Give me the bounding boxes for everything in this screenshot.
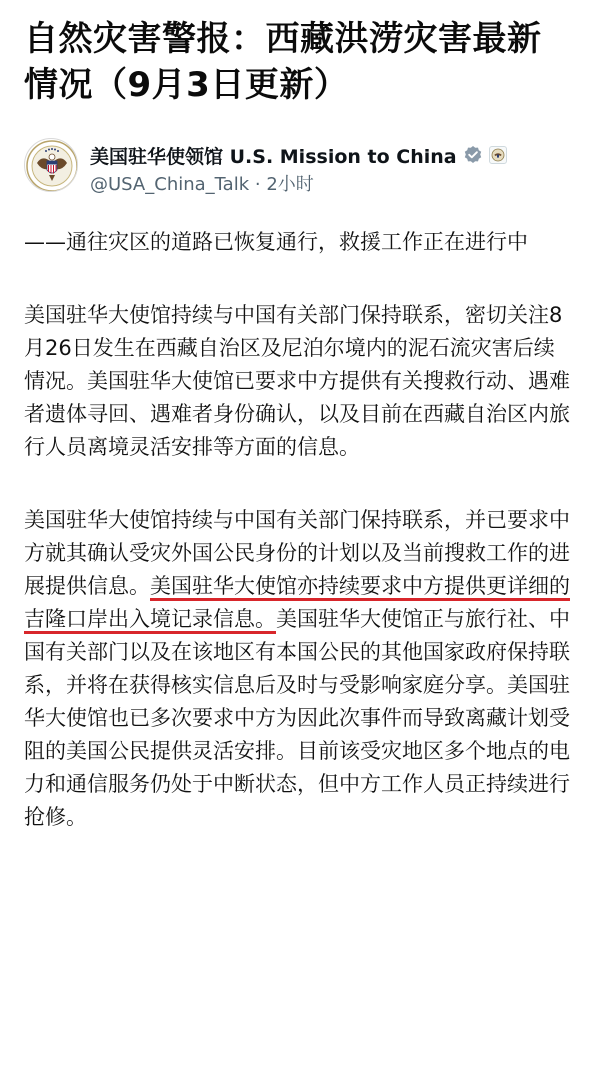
author-display-name[interactable]: 美国驻华使领馆 U.S. Mission to China	[90, 145, 457, 168]
eagle-seal-icon	[25, 139, 78, 192]
embassy-seal-avatar[interactable]	[24, 138, 78, 192]
author-header	[24, 138, 574, 202]
author-meta	[90, 170, 314, 196]
meta-separator: ·	[249, 174, 267, 195]
article-title: 自然灾害警报：西藏洪涝灾害最新情况（9月3日更新）	[24, 19, 542, 105]
author-name-row	[90, 142, 507, 168]
red-underlined-sentence: 美国驻华大使馆亦持续要求中方提供更详细的吉隆口岸出入境记录信息。	[24, 574, 570, 631]
paragraph-2-text-end: 美国驻华大使馆正与旅行社、中国有关部门以及在该地区有本国公民的其他国家政府保持联系，并将在获得核实信息后及时与受影响家庭分享。美国驻华大使馆也已多次要求中方为因此次事件而导致离藏计划受阻的美国公民提供灵活安排。目前该受灾地区多个地点的电力和通信服务仍处于中断状态，但中方工作人员正持续进行抢修。	[24, 607, 570, 829]
post-body	[24, 226, 574, 834]
author-handle[interactable]: @USA_China_Talk	[90, 174, 250, 195]
post-paragraph-2	[24, 504, 574, 834]
post-subtitle: ——通往灾区的道路已恢复通行，救援工作正在进行中	[24, 230, 528, 254]
verified-badge-icon[interactable]	[463, 145, 483, 165]
post-time[interactable]: 2小时	[266, 174, 314, 195]
post-paragraph-1: 美国驻华大使馆持续与中国有关部门保持联系，密切关注8月26日发生在西藏自治区及尼泊尔境内的泥石流灾害后续情况。美国驻华大使馆已要求中方提供有关搜救行动、遇难者遗体寻回、遇难者身份确认，以及目前在西藏自治区内旅行人员离境灵活安排等方面的信息。	[24, 303, 570, 459]
government-label-icon[interactable]	[489, 146, 507, 164]
paragraph-2-text-start: 美国驻华大使馆持续与中国有关部门保持联系，并已要求中方就其确认受灾外国公民身份的计划以及当前搜救工作的进展提供信息。	[24, 508, 570, 598]
